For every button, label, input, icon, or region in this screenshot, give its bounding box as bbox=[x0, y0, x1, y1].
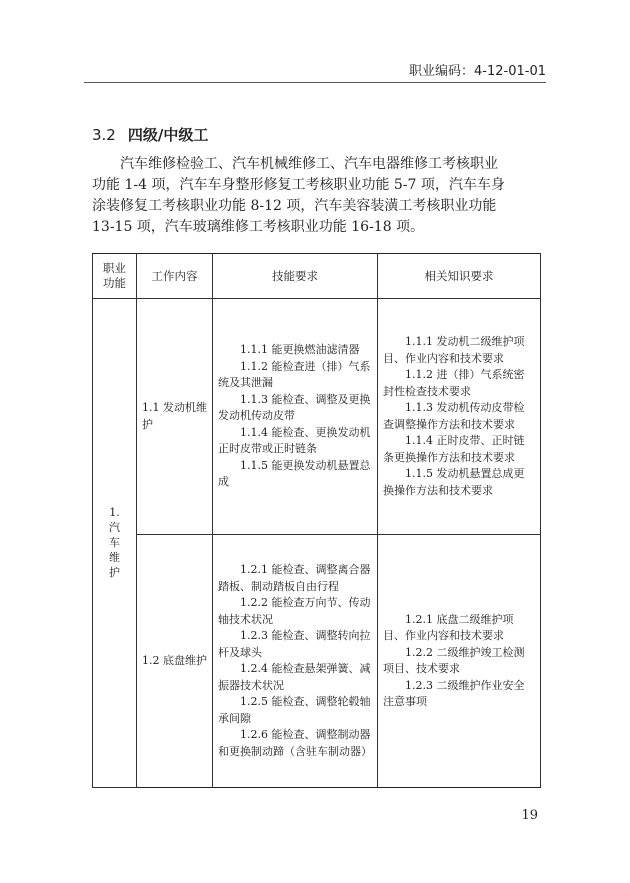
skill-item: 1.2.6 能检查、调整制动器和更换制动蹄（含驻车制动器） bbox=[218, 728, 372, 758]
skill-item: 1.1.3 能检查、调整及更换发动机传动皮带 bbox=[218, 392, 371, 423]
knowledge-item: 1.1.2 进（排）气系统密封性检查技术要求 bbox=[383, 368, 525, 398]
skill-cell bbox=[213, 299, 378, 535]
header-work: 工作内容 bbox=[137, 254, 213, 299]
work-cell: 1.1 发动机维护 bbox=[137, 299, 213, 535]
knowledge-cell bbox=[378, 299, 541, 535]
knowledge-item: 1.1.1 发动机二级维护项目、作业内容和技术要求 bbox=[383, 335, 525, 365]
skill-item: 1.2.3 能检查、调整转向拉杆及球头 bbox=[218, 629, 371, 659]
function-cell bbox=[93, 299, 137, 788]
competency-table bbox=[92, 253, 541, 788]
intro-paragraph bbox=[92, 154, 542, 238]
intro-line: 功能 1-4 项，汽车车身整形修复工考核职业功能 5-7 项，汽车车身 bbox=[92, 177, 505, 193]
knowledge-cell bbox=[378, 535, 541, 788]
table-header-row bbox=[93, 254, 541, 299]
knowledge-item: 1.2.3 二级维护作业安全注意事项 bbox=[383, 678, 525, 708]
table-row bbox=[93, 535, 541, 788]
table-row bbox=[93, 299, 541, 535]
section-number: 3.2 bbox=[92, 126, 116, 144]
knowledge-item: 1.2.1 底盘二级维护项目、作业内容和技术要求 bbox=[383, 612, 514, 642]
header-function: 职业功能 bbox=[93, 254, 137, 299]
skill-item: 1.2.4 能检查悬架弹簧、减振器技术状况 bbox=[218, 662, 371, 692]
skill-item: 1.1.2 能检查进（排）气系统及其泄漏 bbox=[218, 359, 371, 390]
knowledge-item: 1.1.3 发动机传动皮带检查调整操作方法和技术要求 bbox=[383, 401, 525, 431]
section-title-text: 四级/中级工 bbox=[127, 126, 209, 144]
header-knowledge: 相关知识要求 bbox=[378, 254, 541, 299]
skill-item: 1.1.4 能检查、更换发动机正时皮带或正时链条 bbox=[218, 425, 371, 456]
skill-item: 1.1.1 能更换燃油滤清器 bbox=[240, 343, 360, 357]
section-heading bbox=[92, 124, 208, 145]
knowledge-item: 1.1.4 正时皮带、正时链条更换操作方法和技术要求 bbox=[383, 434, 525, 464]
intro-line: 13-15 项，汽车玻璃维修工考核职业功能 16-18 项。 bbox=[92, 219, 425, 235]
header-skill: 技能要求 bbox=[213, 254, 378, 299]
skill-item: 1.2.2 能检查万向节、传动轴技术状况 bbox=[218, 596, 371, 626]
function-label: 1.汽车维护 bbox=[109, 505, 120, 579]
intro-line: 涂装修复工考核职业功能 8-12 项，汽车美容装潢工考核职业功能 bbox=[92, 198, 497, 214]
page-number: 19 bbox=[521, 808, 538, 823]
skill-item: 1.2.5 能检查、调整轮毂轴承间隙 bbox=[218, 695, 371, 725]
work-cell: 1.2 底盘维护 bbox=[137, 535, 213, 788]
skill-cell bbox=[213, 535, 378, 788]
knowledge-item: 1.1.5 发动机悬置总成更换操作方法和技术要求 bbox=[383, 467, 525, 497]
header-divider bbox=[84, 82, 546, 83]
intro-line: 汽车维修检验工、汽车机械维修工、汽车电器维修工考核职业 bbox=[120, 156, 498, 172]
knowledge-item: 1.2.2 二级维护竣工检测项目、技术要求 bbox=[383, 645, 525, 675]
skill-item: 1.1.5 能更换发动机悬置总成 bbox=[218, 458, 371, 489]
skill-item: 1.2.1 能检查、调整离合器踏板、制动踏板自由行程 bbox=[218, 563, 371, 593]
occupation-code: 职业编码：4-12-01-01 bbox=[409, 64, 546, 79]
